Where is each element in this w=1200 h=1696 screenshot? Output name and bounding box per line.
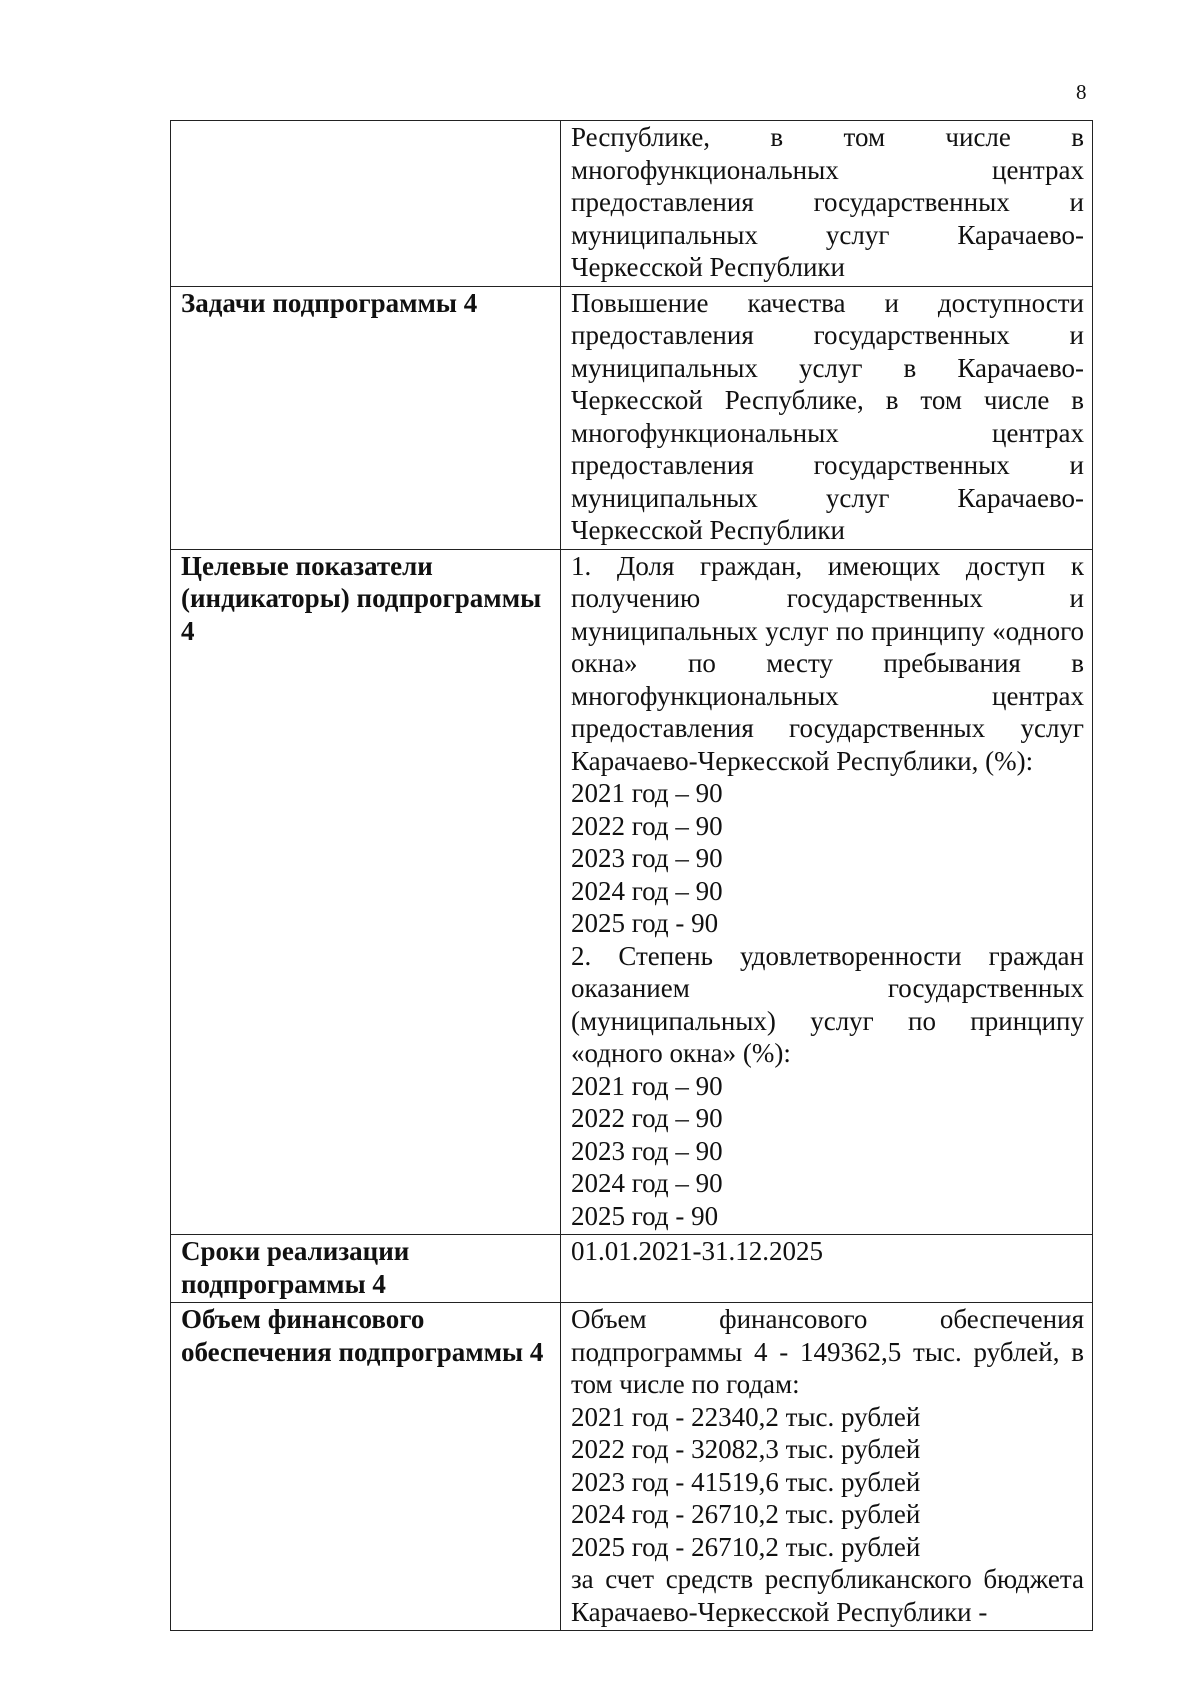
row-label [171, 121, 561, 287]
indicator-1-year: 2021 год – 90 [571, 778, 723, 808]
table-row [171, 549, 1093, 1235]
row-label: Сроки реализации подпрограммы 4 [171, 1235, 561, 1303]
funding-year: 2021 год - 22340,2 тыс. рублей [571, 1401, 921, 1432]
row-value [561, 549, 1093, 1235]
indicator-2-year: 2022 год – 90 [571, 1103, 723, 1133]
funding-outro: за счет средств республиканского бюджета Карачаево-Черкесской Республики - [571, 1564, 1084, 1627]
indicator-1-text: 1. Доля граждан, имеющих доступ к получению государственных и муниципальных услуг по принципу «одного окна» по месту пребывания в многофункциональных центрах предоставления государственных услуг Карачаево-Черкесской Республики, (%): [571, 550, 1084, 776]
table-row [171, 1303, 1093, 1631]
row-value: Республике, в том числе в многофункциональных центрах предоставления государственных и муниципальных услуг Карачаево-Черкесской Республики [561, 121, 1093, 287]
passport-table [170, 120, 1093, 1631]
indicator-1-year: 2024 год – 90 [571, 875, 723, 906]
table-row [171, 121, 1093, 287]
funding-intro: Объем финансового обеспечения подпрограммы 4 - 149362,5 тыс. рублей, в том числе по годам: [571, 1304, 1084, 1399]
table-row [171, 1235, 1093, 1303]
indicator-1-year: 2022 год – 90 [571, 810, 723, 841]
funding-year: 2022 год - 32082,3 тыс. рублей [571, 1434, 921, 1464]
indicator-2-text: 2. Степень удовлетворенности граждан оказанием государственных (муниципальных) услуг по принципу «одного окна» (%): [571, 940, 1084, 1068]
row-label: Объем финансового обеспечения подпрограммы 4 [171, 1303, 561, 1631]
table-row [171, 286, 1093, 549]
indicator-2-year: 2021 год – 90 [571, 1070, 723, 1101]
row-value: 01.01.2021-31.12.2025 [561, 1235, 1093, 1303]
indicator-1-year: 2025 год - 90 [571, 908, 719, 938]
page-number: 8 [1076, 80, 1087, 104]
row-label: Целевые показатели (индикаторы) подпрограммы 4 [171, 549, 561, 1235]
indicator-2-year: 2025 год - 90 [571, 1200, 719, 1231]
row-label: Задачи подпрограммы 4 [171, 286, 561, 549]
indicator-2-year: 2024 год – 90 [571, 1168, 723, 1198]
funding-year: 2023 год - 41519,6 тыс. рублей [571, 1466, 921, 1497]
indicator-2-year: 2023 год – 90 [571, 1135, 723, 1166]
funding-year: 2025 год - 26710,2 тыс. рублей [571, 1531, 921, 1562]
funding-year: 2024 год - 26710,2 тыс. рублей [571, 1499, 921, 1529]
indicator-1-year: 2023 год – 90 [571, 843, 723, 873]
row-value: Повышение качества и доступности предоставления государственных и муниципальных услуг в Карачаево-Черкесской Республике, в том числе в многофункциональных центрах предоставления государственных и муниципальных услуг Карачаево-Черкесской Республики [561, 286, 1093, 549]
row-value [561, 1303, 1093, 1631]
